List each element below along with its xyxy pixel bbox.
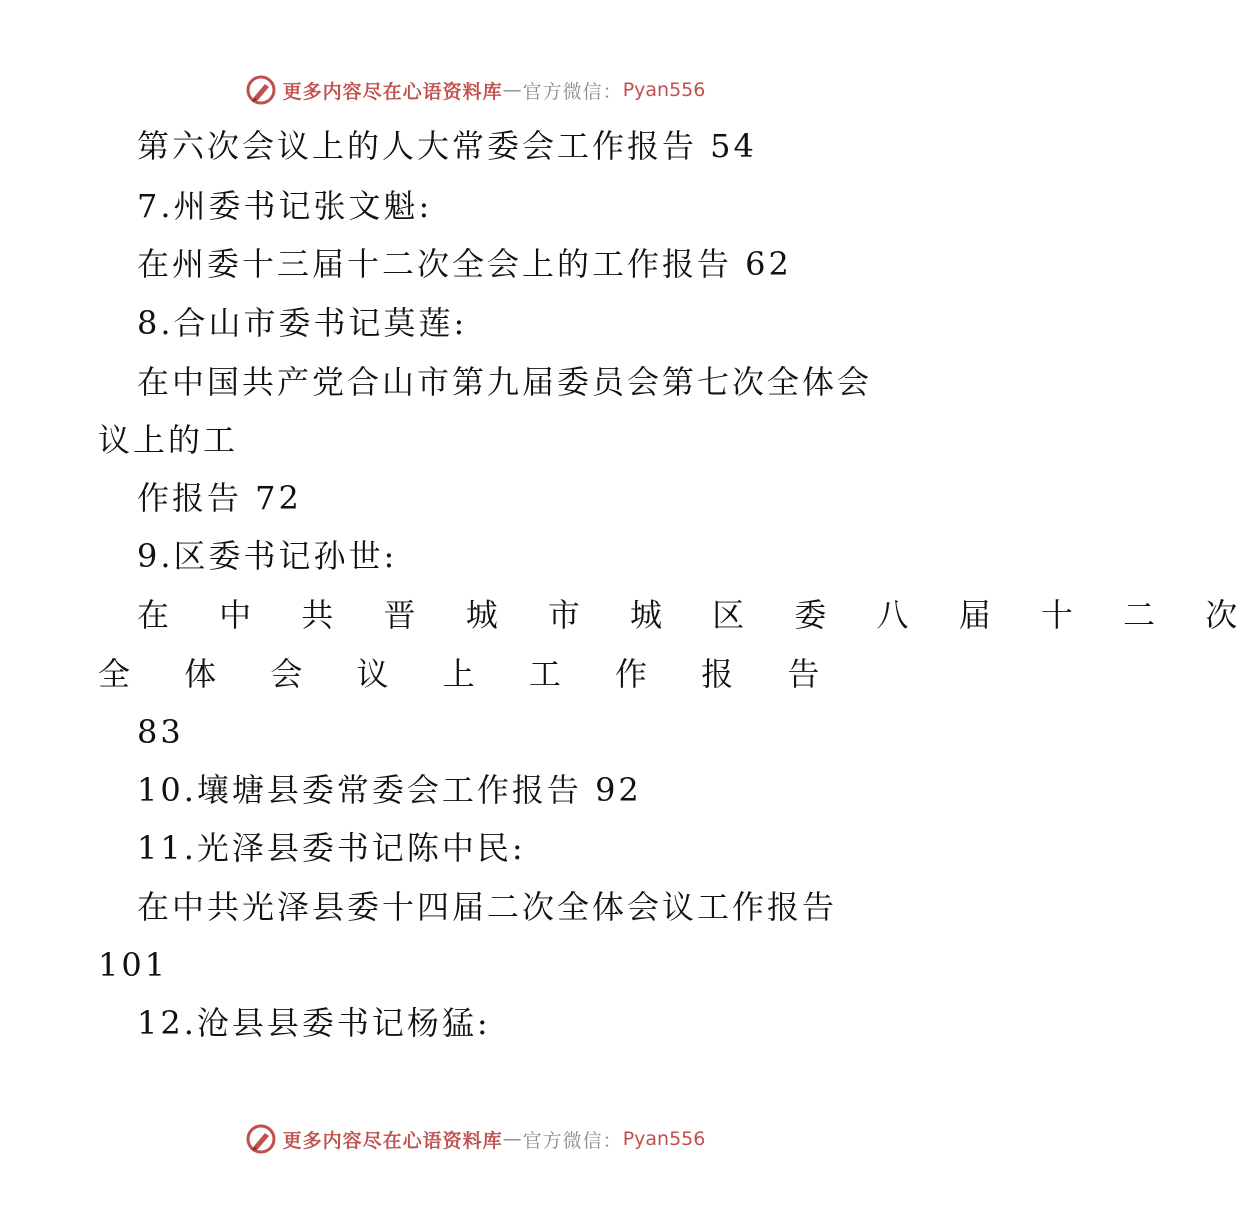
toc-line: 10.壤塘县委常委会工作报告 92 <box>137 771 642 809</box>
toc-line: 9.区委书记孙世: <box>137 537 398 575</box>
watermark-contact-id: Pyan556 <box>622 79 706 101</box>
toc-line: 7.州委书记张文魁: <box>137 187 433 225</box>
toc-line: 101 <box>98 946 169 984</box>
toc-line: 第六次会议上的人大常委会工作报告 54 <box>137 127 757 165</box>
toc-line: 在中国共产党合山市第九届委员会第七次全体会 <box>137 363 873 401</box>
toc-line: 在中共光泽县委十四届二次全体会议工作报告 <box>137 888 838 926</box>
red-pen-logo-icon <box>245 1123 277 1155</box>
toc-line: 在州委十三届十二次全会上的工作报告 62 <box>137 245 792 283</box>
watermark-dash: — <box>502 79 523 101</box>
toc-line: 11.光泽县委书记陈中民: <box>137 829 526 867</box>
toc-line: 议上的工 <box>98 421 239 459</box>
watermark-main-text: 更多内容尽在心语资料库 <box>282 80 503 103</box>
toc-line: 8.合山市委书记莫莲: <box>137 304 468 342</box>
toc-line: 在 中 共 晋 城 市 城 区 委 八 届 十 二 次 <box>137 596 1257 634</box>
toc-line: 全 体 会 议 上 工 作 报 告 <box>98 655 842 693</box>
toc-line: 83 <box>137 713 184 751</box>
watermark-contact-id: Pyan556 <box>622 1128 706 1150</box>
toc-line: 12.沧县县委书记杨猛: <box>137 1004 491 1042</box>
watermark-contact-label: 官方微信： <box>522 1129 623 1152</box>
footer-watermark <box>0 1119 950 1159</box>
watermark-main-text: 更多内容尽在心语资料库 <box>282 1129 503 1152</box>
watermark-dash: — <box>502 1128 523 1150</box>
toc-line: 作报告 72 <box>137 479 302 517</box>
watermark-contact-label: 官方微信： <box>522 80 623 103</box>
